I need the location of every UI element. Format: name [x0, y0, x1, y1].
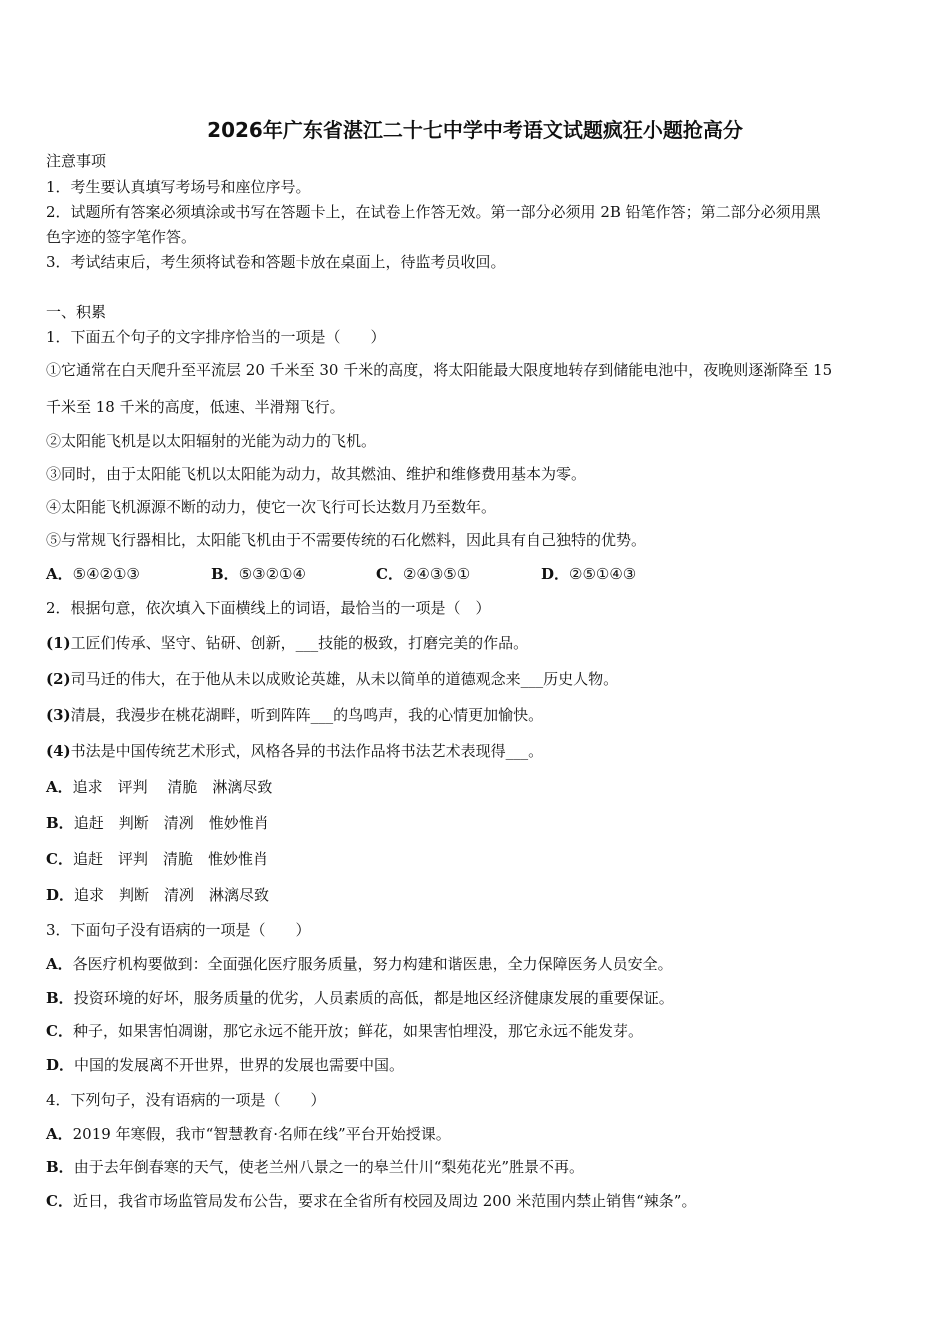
q1-option-b[interactable]: B．⑤③②①④ — [211, 565, 306, 583]
q1-option-a[interactable]: A．⑤④②①③ — [46, 565, 140, 583]
q1-sentence-2: ②太阳能飞机是以太阳辐射的光能为动力的飞机。 — [46, 432, 377, 450]
q2-sentence-1: (1)工匠们传承、坚守、钻研、创新，___技能的极致，打磨完美的作品。 — [46, 634, 529, 652]
notice-item-3: 3．考试结束后，考生须将试卷和答题卡放在桌面上，待监考员收回。 — [46, 253, 506, 271]
q1-options — [46, 564, 636, 584]
q3-option-d[interactable]: D．中国的发展离不开世界，世界的发展也需要中国。 — [46, 1056, 405, 1074]
q2-option-d[interactable]: D．追求 判断 清冽 淋漓尽致 — [46, 886, 270, 904]
q3-stem: 3．下面句子没有语病的一项是（ ） — [46, 921, 311, 939]
q1-option-c[interactable]: C．②④③⑤① — [376, 565, 471, 583]
q2-stem: 2．根据句意，依次填入下面横线上的词语，最恰当的一项是（ ） — [46, 599, 491, 617]
q4-option-c[interactable]: C．近日，我省市场监管局发布公告，要求在全省所有校园及周边 200 米范围内禁止销售“辣条”。 — [46, 1192, 697, 1210]
q4-stem: 4．下列句子，没有语病的一项是（ ） — [46, 1091, 326, 1109]
q2-sentence-4: (4)书法是中国传统艺术形式，风格各异的书法作品将书法艺术表现得___。 — [46, 742, 544, 760]
notice-item-2: 2．试题所有答案必须填涂或书写在答题卡上，在试卷上作答无效。第一部分必须用 2B 铅笔作答；第二部分必须用黑 — [46, 203, 821, 221]
q2-option-c[interactable]: C．追赶 评判 清脆 惟妙惟肖 — [46, 850, 268, 868]
section-heading: 一、积累 — [46, 303, 107, 321]
q3-option-a[interactable]: A．各医疗机构要做到：全面强化医疗服务质量，努力构建和谐医患，全力保障医务人员安全。 — [46, 955, 673, 973]
q2-option-b[interactable]: B．追赶 判断 清冽 惟妙惟肖 — [46, 814, 269, 832]
q1-option-d[interactable]: D．②⑤①④③ — [541, 565, 637, 583]
q3-option-c[interactable]: C．种子，如果害怕凋谢，那它永远不能开放；鲜花，如果害怕埋没，那它永远不能发芽。 — [46, 1022, 643, 1040]
q2-sentence-2: (2)司马迁的伟大，在于他从未以成败论英雄，从未以简单的道德观念来___历史人物。 — [46, 670, 619, 688]
q1-sentence-4: ④太阳能飞机源源不断的动力，使它一次飞行可长达数月乃至数年。 — [46, 498, 497, 516]
page-title: 2026年广东省湛江二十七中学中考语文试题疯狂小题抢高分 — [207, 118, 743, 142]
q2-option-a[interactable]: A．追求 评判 清脆 淋漓尽致 — [46, 778, 273, 796]
notice-item-2-cont: 色字迹的签字笔作答。 — [46, 228, 197, 246]
notice-item-1: 1．考生要认真填写考场号和座位序号。 — [46, 178, 311, 196]
q2-sentence-3: (3)清晨，我漫步在桃花湖畔，听到阵阵___的鸟鸣声，我的心情更加愉快。 — [46, 706, 544, 724]
q1-sentence-3: ③同时，由于太阳能飞机以太阳能为动力，故其燃油、维护和维修费用基本为零。 — [46, 465, 587, 483]
notice-heading: 注意事项 — [46, 152, 107, 170]
q1-sentence-1: ①它通常在白天爬升至平流层 20 千米至 30 千米的高度，将太阳能最大限度地转存到储能电池中，夜晚则逐渐降至 15 — [46, 361, 833, 379]
q3-option-b[interactable]: B．投资环境的好坏，服务质量的优劣，人员素质的高低，都是地区经济健康发展的重要保证。 — [46, 989, 674, 1007]
q1-sentence-1-cont: 千米至 18 千米的高度，低速、半滑翔飞行。 — [46, 398, 345, 416]
q4-option-b[interactable]: B．由于去年倒春寒的天气，使老兰州八景之一的皋兰什川“梨苑花光”胜景不再。 — [46, 1158, 585, 1176]
q1-sentence-5: ⑤与常规飞行器相比，太阳能飞机由于不需要传统的石化燃料，因此具有自己独特的优势。 — [46, 531, 647, 549]
q4-option-a[interactable]: A．2019 年寒假，我市“智慧教育·名师在线”平台开始授课。 — [46, 1125, 451, 1143]
q1-stem: 1．下面五个句子的文字排序恰当的一项是（ ） — [46, 328, 386, 346]
